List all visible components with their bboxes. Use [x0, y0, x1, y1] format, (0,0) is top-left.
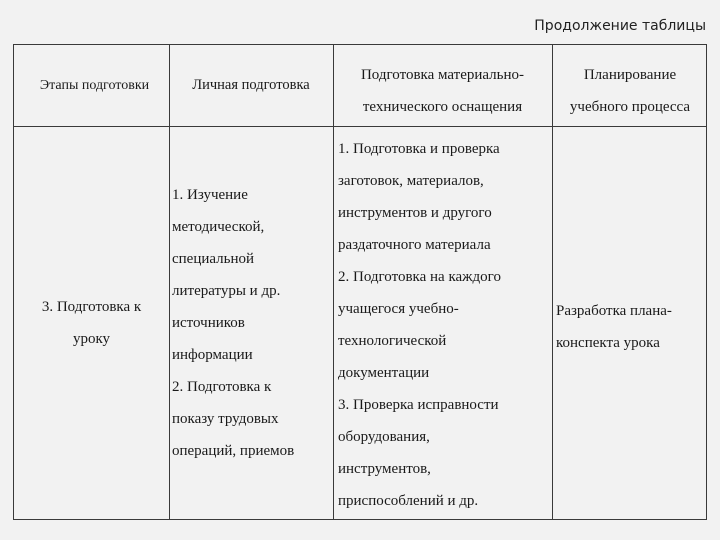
header-planning-line1: Планирование [583, 67, 677, 83]
personal-line: методической, [172, 219, 265, 235]
planning-cell [556, 295, 706, 359]
header-material [333, 59, 552, 126]
header-stages [14, 45, 169, 126]
header-personal-label: Личная подготовка [192, 77, 310, 93]
stage-line1: 3. Подготовка к [41, 298, 142, 315]
material-line: раздаточного материала [338, 237, 491, 253]
personal-line: информации [172, 347, 253, 363]
material-cell [338, 133, 550, 517]
material-line: инструментов и другого [338, 205, 492, 221]
material-line: технологической [338, 333, 447, 349]
material-line: заготовок, материалов, [338, 173, 484, 189]
header-personal [169, 45, 333, 126]
material-line: 2. Подготовка на каждого [338, 269, 501, 285]
stage-cell [14, 126, 169, 519]
header-stages-label: Этапы подготовки [39, 77, 150, 93]
personal-line: специальной [172, 251, 255, 267]
stage-line2: уроку [72, 330, 111, 347]
personal-line: 1. Изучение [172, 187, 248, 203]
material-line: инструментов, [338, 461, 431, 477]
header-material-line1: Подготовка материально- [360, 67, 525, 83]
header-planning [552, 59, 708, 126]
personal-line: источников [172, 315, 245, 331]
material-line: учащегося учебно- [338, 301, 459, 317]
header-planning-line2: учебного процесса [569, 99, 691, 115]
preparation-table [13, 44, 707, 520]
personal-line: литературы и др. [172, 283, 281, 299]
planning-line2: конспекта урока [556, 335, 660, 351]
planning-line1: Разработка плана- [556, 303, 672, 319]
personal-line: 2. Подготовка к [172, 379, 272, 395]
table-caption: Продолжение таблицы [534, 18, 706, 34]
material-line: документации [338, 365, 430, 381]
header-material-line2: технического оснащения [362, 99, 523, 115]
personal-line: операций, приемов [172, 443, 295, 459]
personal-cell [172, 179, 332, 467]
material-line: 1. Подготовка и проверка [338, 141, 500, 157]
personal-line: показу трудовых [172, 411, 279, 427]
material-line: приспособлений и др. [338, 493, 479, 509]
material-line: 3. Проверка исправности [338, 397, 499, 413]
material-line: оборудования, [338, 429, 430, 445]
